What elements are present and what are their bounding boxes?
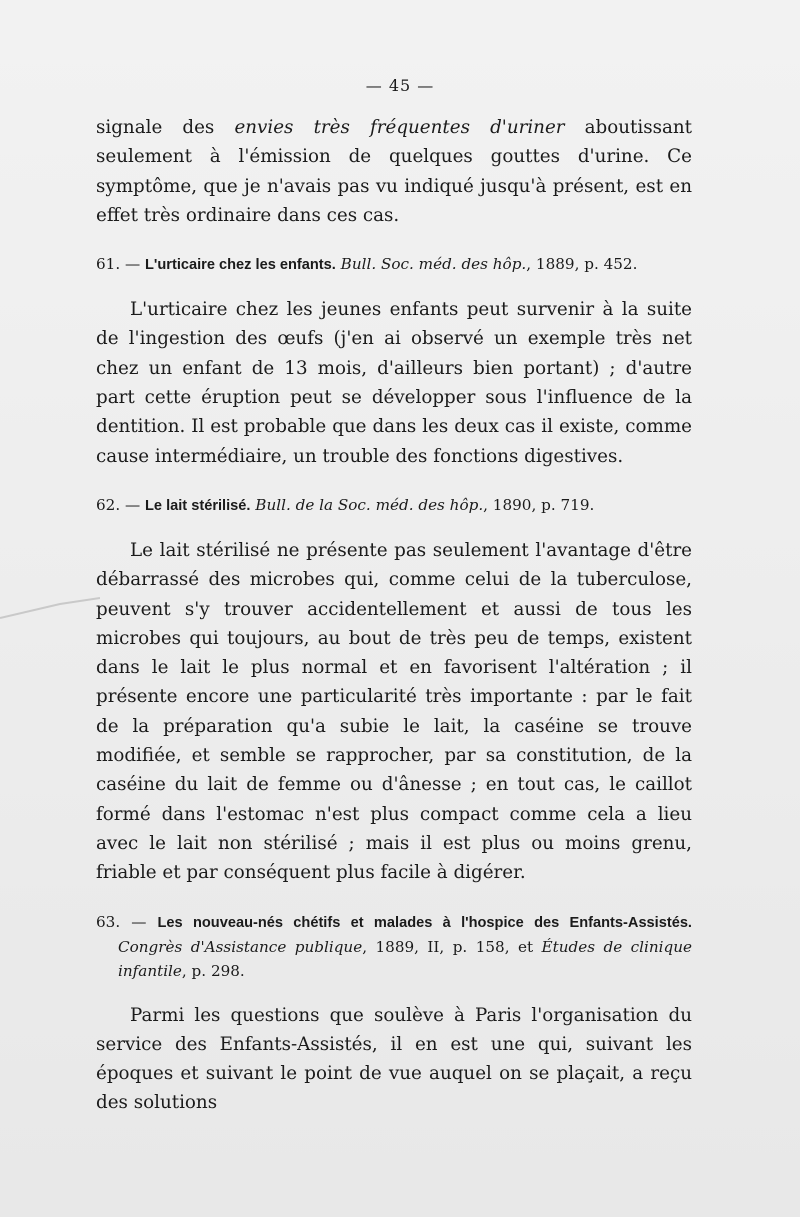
paragraph-continuation <box>96 113 692 230</box>
page-body <box>96 113 692 1118</box>
entry-citation-62: , 1890, p. 719. <box>483 495 595 514</box>
entry-title-61: L'urticaire chez les enfants. <box>145 257 336 274</box>
p1-emphasis: envies très fréquentes d'uriner <box>234 117 565 138</box>
page-number: — 45 — <box>365 76 435 95</box>
entry-number-63: 63. — <box>96 912 158 931</box>
paragraph-enfants-assistes: Parmi les questions que soulève à Paris l'organisation du service des Enfants-Assistés, il en est une qui, suivant les époques et suivant le point de vue auquel on se plaçait, a reçu des solutions <box>96 1004 692 1114</box>
p1-text-end: aboutissant seulement à l'émission de quelques gouttes d'urine. Ce symptôme, que je n'avais pas vu indiqué jusqu'à présent, est en effet très ordinaire dans ces cas. <box>96 117 693 226</box>
paragraph-urticaire: L'urticaire chez les jeunes enfants peut survenir à la suite de l'ingestion des œufs (j'en ai observé un exemple très net chez un enfant de 13 mois, d'ailleurs bien portant) ; d'autre part cette éruption peut se développer sous l'influence de la dentition. Il est probable que dans les deux cas il existe, comme cause intermédiaire, un trouble des fonctions digestives. <box>96 299 692 467</box>
entry-citation-61: , 1889, p. 452. <box>526 255 638 274</box>
paragraph-lait-sterilise: Le lait stérilisé ne présente pas seulement l'avantage d'être débarrassé des microbes qui, comme celui de la tuberculose, peuvent s'y trouver accidentellement et aussi de tous les microbes qui toujours, au bout de très peu de temps, existent dans le lait le plus normal et en favorisent l'altération ; il présente encore une particularité très importante : par le fait de la préparation qu'a subie le lait, la caséine se trouve modifiée, et semble se rapprocher, par sa constitution, de la caséine du lait de femme ou d'ânesse ; en tout cas, le caillot formé dans l'estomac n'est plus compact comme cela a lieu avec le lait non stérilisé ; mais il est plus ou moins grenu, friable et par conséquent plus facile à digérer. <box>96 539 692 884</box>
entry-number-61: 61. — <box>96 255 145 274</box>
entry-citation-63b: , p. 298. <box>181 961 245 980</box>
entry-reference-61: Bull. Soc. méd. des hôp. <box>335 255 527 274</box>
entry-reference-63b: Études de clinique infantile <box>118 937 692 980</box>
entry-title-62: Le lait stérilisé. <box>145 497 251 514</box>
entry-citation-63a: , 1889, II, p. 158, et <box>362 937 542 956</box>
entry-number-62: 62. — <box>96 495 145 514</box>
entry-title-63: Les nouveau-nés chétifs et malades à l'hospice des Enfants-Assistés. <box>157 914 692 931</box>
p1-text-start: signale des <box>96 117 235 138</box>
entry-heading-62 <box>96 493 692 518</box>
entry-heading-61 <box>96 252 692 277</box>
entry-reference-62: Bull. de la Soc. méd. des hôp. <box>250 495 484 514</box>
entry-heading-63 <box>96 910 692 983</box>
entry-reference-63a: Congrès d'Assistance publique <box>118 937 363 956</box>
paper-scratch-mark <box>0 596 100 626</box>
